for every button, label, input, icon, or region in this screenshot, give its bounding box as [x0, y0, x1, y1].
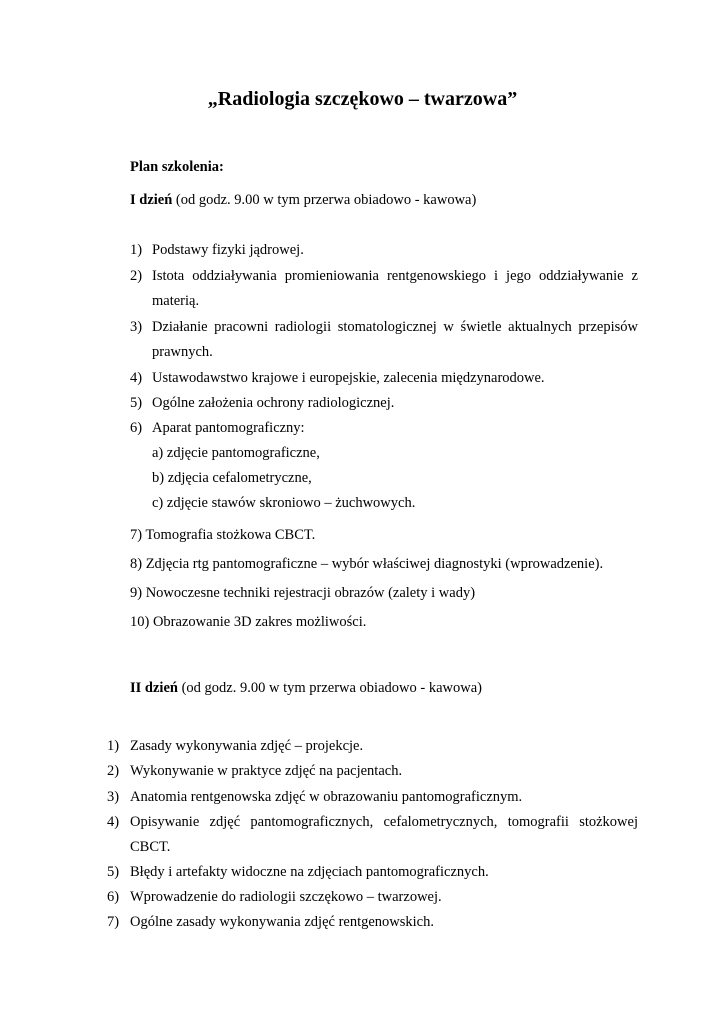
day2-item-2-number: 2) — [107, 763, 120, 779]
day2-item-3-number: 3) — [107, 789, 120, 805]
day2-item-6-text: Wprowadzenie do radiologii szczękowo – twarzowej. — [130, 889, 442, 905]
day2-item-3-text: Anatomia rentgenowska zdjęć w obrazowaniu pantomograficznym. — [130, 789, 523, 805]
page-title: „Radiologia szczękowo – twarzowa” — [207, 88, 518, 110]
day1-item-5-number: 5) — [130, 395, 143, 411]
day2-item-5-number: 5) — [107, 864, 120, 880]
day1-item-3-text-cont: prawnych. — [152, 344, 213, 360]
day1-label: I dzień — [130, 192, 173, 208]
day1-subitem-a: a) zdjęcie pantomograficzne, — [152, 445, 320, 461]
day1-item-6-number: 6) — [130, 420, 143, 436]
day1-item-7: 7) Tomografia stożkowa CBCT. — [130, 527, 316, 543]
day1-heading — [130, 192, 476, 209]
day1-subitem-c: c) zdjęcie stawów skroniowo – żuchwowych. — [152, 495, 416, 511]
day1-item-4-text: Ustawodawstwo krajowe i europejskie, zalecenia międzynarodowe. — [152, 370, 545, 386]
day1-item-2-number: 2) — [130, 268, 143, 284]
day2-item-7-text: Ogólne zasady wykonywania zdjęć rentgenowskich. — [130, 914, 434, 930]
day2-item-2-text: Wykonywanie w praktyce zdjęć na pacjentach. — [130, 763, 403, 779]
day1-item-3-text: Działanie pracowni radiologii stomatologicznej w świetle aktualnych przepisów — [152, 319, 638, 335]
day2-item-7-number: 7) — [107, 914, 120, 930]
day2-item-1-text: Zasady wykonywania zdjęć – projekcje. — [130, 738, 364, 754]
day2-label: II dzień — [130, 680, 178, 696]
day1-item-2-text: Istota oddziaływania promieniowania rentgenowskiego i jego oddziaływanie z — [152, 268, 638, 284]
day1-item-3-number: 3) — [130, 319, 143, 335]
day2-time: (od godz. 9.00 w tym przerwa obiadowo - kawowa) — [181, 680, 482, 696]
day2-item-4-text-cont: CBCT. — [130, 839, 171, 855]
day2-item-4-number: 4) — [107, 814, 120, 830]
day1-item-8: 8) Zdjęcia rtg pantomograficzne – wybór właściwej diagnostyki (wprowadzenie). — [130, 556, 604, 572]
day2-item-5-text: Błędy i artefakty widoczne na zdjęciach pantomograficznych. — [130, 864, 489, 880]
day2-heading — [130, 680, 482, 697]
day1-item-10: 10) Obrazowanie 3D zakres możliwości. — [130, 614, 367, 630]
day1-subitem-b: b) zdjęcia cefalometryczne, — [152, 470, 312, 486]
day1-time: (od godz. 9.00 w tym przerwa obiadowo - kawowa) — [175, 192, 477, 208]
day2-item-1-number: 1) — [107, 738, 120, 754]
day2-item-4-text: Opisywanie zdjęć pantomograficznych, cefalometrycznych, tomografii stożkowej — [130, 814, 638, 830]
day1-item-4-number: 4) — [130, 370, 143, 386]
day1-item-1-text: Podstawy fizyki jądrowej. — [152, 242, 304, 258]
day2-item-6-number: 6) — [107, 889, 120, 905]
plan-heading: Plan szkolenia: — [130, 159, 224, 175]
day1-item-2-text-cont: materią. — [152, 293, 200, 309]
day1-item-1-number: 1) — [130, 242, 143, 258]
day1-item-9: 9) Nowoczesne techniki rejestracji obrazów (zalety i wady) — [130, 585, 476, 601]
day1-item-6-text: Aparat pantomograficzny: — [152, 420, 305, 436]
day1-item-5-text: Ogólne założenia ochrony radiologicznej. — [152, 395, 395, 411]
